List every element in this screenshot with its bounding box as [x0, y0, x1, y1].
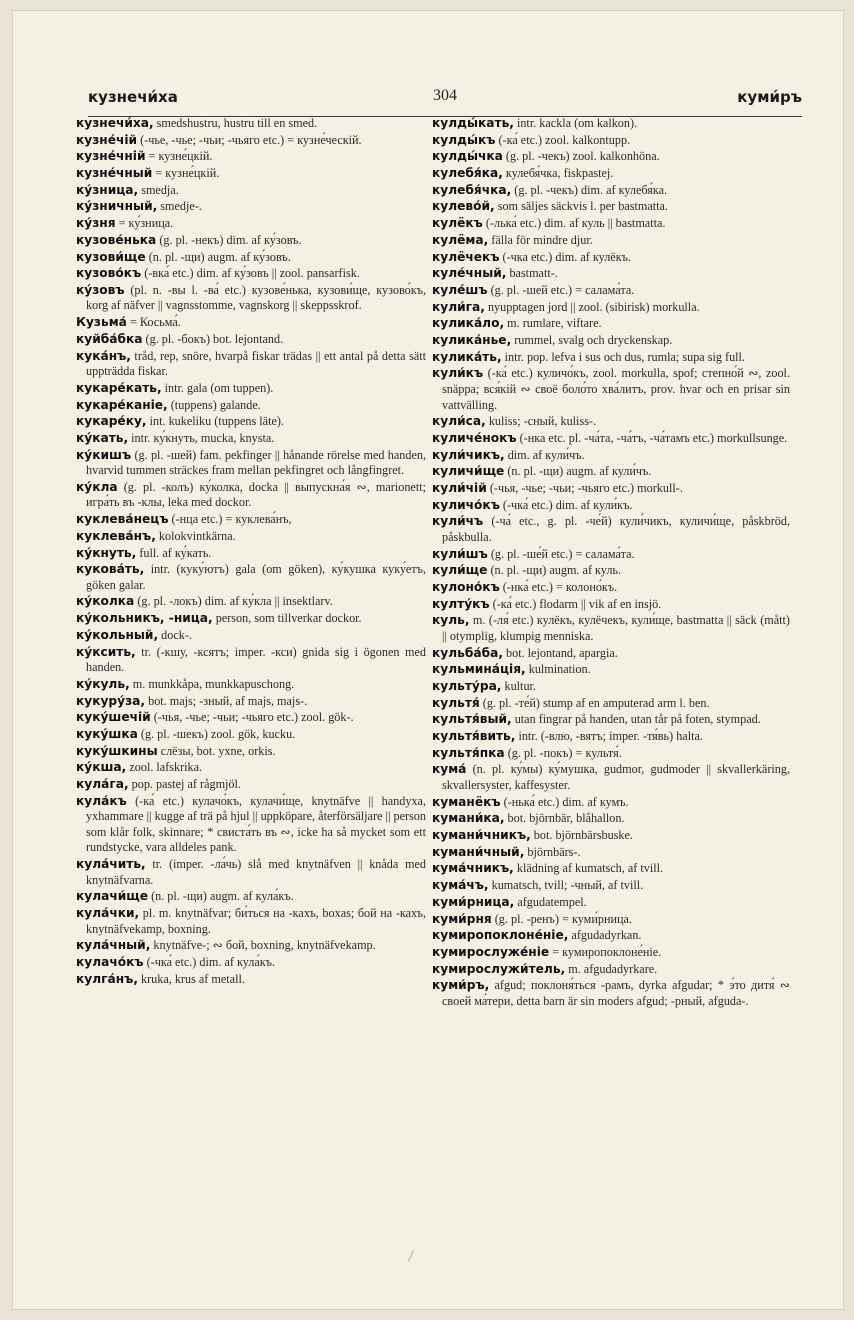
dictionary-entry: [432, 580, 790, 596]
entry-definition: kumatsch, tvill; -чный, af tvill.: [488, 878, 644, 893]
entry-headword: кули́са,: [432, 414, 486, 429]
dictionary-entry: [432, 166, 790, 182]
entry-definition: слёзы, bot. yxne, orkis.: [157, 743, 276, 758]
entry-headword: кузне́чный: [76, 166, 153, 181]
entry-definition: (-ка́ etc.) кулачо́къ, кулачи́ще, knytnäfve || handyxa, yxhammare || kugge af trä på hjul || uppköpare, återförsäljare || person som klår folk, skinnare; * свиста́ть въ ∾, icke ha så mycket som ett rundstycke, vara alldeles pank.: [86, 793, 426, 855]
entry-definition: (-чье, -чье; -чьи; -чьяго etc.) = кузне́ческій.: [137, 132, 362, 147]
dictionary-entry: [76, 727, 426, 743]
entry-definition: nyupptagen jord || zool. (sibirisk) morkulla.: [484, 299, 700, 314]
entry-headword: кумирослуже́ніе: [432, 944, 550, 959]
entry-headword: кузне́чій: [76, 132, 138, 147]
page-header: [88, 80, 802, 117]
entry-headword: куличи́ще: [432, 464, 505, 479]
entry-headword: ку́зница,: [76, 182, 139, 197]
entry-headword: кумани́ка,: [432, 811, 505, 826]
dictionary-entry: [76, 611, 426, 627]
entry-definition: (-чка́ etc.) dim. af кула́къ.: [143, 955, 276, 970]
entry-definition: (g. pl. -шей etc.) = салама́та.: [487, 282, 635, 297]
dictionary-entry: [432, 431, 790, 447]
entry-definition: (g. pl. -колъ) ку́колка, docka || выпускна́я ∾, marionett; игра́ть въ -клы, leka med dockor.: [86, 479, 426, 510]
entry-headword: куле́шъ: [432, 282, 488, 297]
left-column: [76, 116, 426, 988]
dictionary-entry: [432, 978, 790, 1009]
entry-definition: (n. pl. -щи) augm. af ку́зовъ.: [145, 249, 291, 264]
entry-headword: кукаре́кать,: [76, 380, 162, 395]
entry-headword: кумани́чникъ,: [432, 828, 531, 843]
dictionary-entry: [432, 233, 790, 249]
dictionary-entry: [432, 250, 790, 266]
entry-definition: som säljes säckvis l. per bastmatta.: [494, 199, 668, 214]
entry-definition: (g. pl. -бокъ) bot. lejontand.: [142, 331, 284, 346]
entry-headword: куль,: [432, 613, 470, 628]
page-number: 304: [433, 87, 457, 104]
entry-headword: кули́га,: [432, 299, 485, 314]
entry-definition: intr. kackla (om kalkon).: [513, 116, 638, 130]
entry-headword: культя́пка: [432, 745, 505, 760]
entry-definition: person, som tillverkar dockor.: [212, 611, 362, 626]
entry-definition: klädning af kumatsch, af tvill.: [513, 861, 664, 876]
dictionary-entry: [76, 149, 426, 165]
entry-definition: m. munkkåpa, munkkapuschong.: [129, 676, 295, 691]
dictionary-entry: [76, 349, 426, 380]
dictionary-entry: [432, 514, 790, 545]
entry-headword: кули́къ: [432, 366, 484, 381]
entry-definition: tr. (-кшу, -ксятъ; imper. -кси) gnida sig i ögonen med handen.: [86, 644, 426, 675]
dictionary-entry: [432, 878, 790, 894]
entry-headword: кули́ще: [432, 563, 488, 578]
header-first-word: кузнечи́ха: [88, 88, 178, 106]
dictionary-entry: [76, 694, 426, 710]
entry-headword: кумани́чный,: [432, 844, 525, 859]
entry-headword: ку́кнуть,: [76, 545, 137, 560]
entry-definition: = ку́зница.: [115, 216, 174, 231]
dictionary-entry: [432, 895, 790, 911]
dictionary-entry: [432, 414, 790, 430]
entry-definition: intr. (куку́ютъ) gala (om göken), ку́кушка куку́етъ, göken galar.: [86, 562, 426, 592]
entry-headword: куку́шкины: [76, 743, 158, 758]
entry-headword: ку́кишъ: [76, 447, 132, 462]
dictionary-entry: [432, 216, 790, 232]
dictionary-entry: [76, 250, 426, 266]
dictionary-entry: [76, 628, 426, 644]
entry-headword: культя́вый,: [432, 712, 512, 727]
entry-definition: bot. majs; -зный, af majs, majs-.: [145, 693, 308, 708]
entry-headword: куку́шечій: [76, 710, 151, 725]
entry-headword: кули́чикъ,: [432, 447, 505, 462]
dictionary-entry: [76, 710, 426, 726]
dictionary-entry: [432, 498, 790, 514]
dictionary-entry: [76, 183, 426, 199]
dictionary-entry: [432, 912, 790, 928]
dictionary-entry: [432, 811, 790, 827]
entry-definition: m. (-ля́ etc.) кулёкъ, кулёчекъ, кули́ще, bastmatta || säck (mått) || otymplig, klumpig menniska.: [442, 613, 790, 643]
entry-definition: (-ка́ etc.) flodarm || vik af en insjö.: [489, 596, 662, 611]
entry-definition: kolokvintkärna.: [155, 528, 236, 543]
entry-definition: (g. pl. -чекъ) dim. af кулебя́ка.: [511, 182, 668, 197]
dictionary-entry: [432, 366, 790, 413]
entry-definition: intr. gala (om tuppen).: [161, 380, 274, 395]
entry-headword: култу́къ: [432, 596, 490, 611]
entry-definition: (-вка́ etc.) dim. af ку́зовъ || zool. pansarfisk.: [141, 266, 360, 281]
dictionary-entry: [76, 562, 426, 593]
entry-headword: кулёкъ: [432, 216, 483, 231]
entry-headword: кулачи́ще: [76, 889, 149, 904]
entry-headword: ку́колка: [76, 594, 135, 609]
dictionary-entry: [432, 300, 790, 316]
entry-headword: кукаре́ку,: [76, 414, 147, 429]
dictionary-entry: [76, 414, 426, 430]
entry-headword: кулебя́ка,: [432, 166, 503, 181]
entry-definition: björnbärs-.: [524, 844, 581, 859]
dictionary-entry: [432, 149, 790, 165]
entry-headword: куйба́бка: [76, 331, 143, 346]
entry-definition: pl. m. knytnäfvar; би́ться на -кахъ, boxas; бой на -кахъ, knytnäfvekamp, boxning.: [86, 906, 426, 936]
entry-headword: кулика́ло,: [432, 316, 505, 331]
entry-definition: m. afgudadyrkare.: [565, 961, 658, 976]
entry-headword: кули́чъ: [432, 514, 484, 529]
entry-headword: кулика́нье,: [432, 332, 512, 347]
dictionary-entry: [432, 613, 790, 644]
entry-definition: afgudadyrkan.: [568, 928, 642, 943]
entry-headword: кузови́ще: [76, 249, 146, 264]
entry-headword: кузово́къ: [76, 266, 142, 281]
dictionary-entry: [76, 744, 426, 760]
entry-definition: full. af ку́кать.: [136, 545, 212, 560]
entry-definition: = кумиропоклоне́ніе.: [549, 944, 662, 959]
entry-headword: кулга́нъ,: [76, 971, 138, 986]
entry-headword: ку́зничный,: [76, 199, 158, 214]
entry-headword: кулды́чка: [432, 149, 503, 164]
dictionary-entry: [432, 547, 790, 563]
entry-headword: ку́кла: [76, 479, 118, 494]
entry-definition: (-лька́ etc.) dim. af куль || bastmatta.: [482, 216, 666, 231]
entry-definition: (g. pl. -некъ) dim. af ку́зовъ.: [156, 232, 302, 247]
entry-definition: tr. (imper. -ла́чь) slå med knytnäfven || knåda med knytnäfvarna.: [86, 857, 426, 887]
entry-definition: fälla för mindre djur.: [488, 232, 593, 247]
entry-definition: kultur.: [501, 679, 536, 693]
entry-definition: (-чка́ etc.) dim. af кули́къ.: [499, 497, 633, 512]
entry-headword: кума́чникъ,: [432, 861, 514, 876]
dictionary-entry: [76, 199, 426, 215]
right-column: [432, 116, 790, 1011]
entry-definition: utan fingrar på handen, utan tår på foten, stympad.: [511, 712, 761, 727]
entry-definition: = кузне́цкій.: [145, 149, 213, 164]
dictionary-entry: [432, 679, 790, 695]
dictionary-entry: [432, 945, 790, 961]
dictionary-entry: [432, 662, 790, 678]
entry-headword: кулика́ть,: [432, 349, 502, 364]
entry-definition: pop. pastej af rågmjöl.: [128, 776, 241, 791]
entry-definition: kulmination.: [525, 662, 591, 677]
entry-definition: (-нка etc. pl. -ча́та, -ча́тъ, -ча́тамъ etc.) morkullsunge.: [516, 430, 788, 445]
entry-definition: bot. lejontand, apargia.: [502, 645, 618, 660]
entry-headword: ку́кольный,: [76, 627, 159, 642]
dictionary-entry: [432, 712, 790, 728]
entry-headword: куми́ръ,: [432, 978, 490, 993]
dictionary-entry: [76, 166, 426, 182]
entry-definition: кулебя́чка, fiskpastej.: [502, 166, 614, 181]
entry-headword: кульмина́ція,: [432, 662, 526, 677]
entry-headword: ку́куль,: [76, 676, 130, 691]
dictionary-entry: [432, 199, 790, 215]
entry-headword: куманёкъ: [432, 794, 501, 809]
entry-definition: smedshustru, hustru till en smed.: [153, 116, 318, 130]
dictionary-entry: [76, 906, 426, 937]
dictionary-entry: [76, 777, 426, 793]
entry-headword: куку́шка: [76, 726, 138, 741]
entry-definition: intr. ку́кнуть, mucka, knysta.: [128, 430, 275, 445]
entry-headword: кумирослужи́тель,: [432, 961, 566, 976]
entry-headword: куличо́къ: [432, 497, 500, 512]
dictionary-entry: [432, 464, 790, 480]
entry-definition: dock-.: [158, 627, 192, 642]
dictionary-entry: [432, 795, 790, 811]
dictionary-entry: [432, 116, 790, 132]
entry-headword: кули́чій: [432, 480, 487, 495]
dictionary-entry: [432, 133, 790, 149]
dictionary-entry: [432, 696, 790, 712]
entry-definition: smedje-.: [157, 199, 202, 214]
dictionary-entry: [76, 955, 426, 971]
dictionary-entry: [76, 398, 426, 414]
entry-definition: knytnäfve-; ∾ бой, boxning, knytnäfvekamp.: [150, 938, 376, 953]
entry-headword: ку́кша,: [76, 760, 127, 775]
entry-headword: кулды́кать,: [432, 116, 514, 130]
entry-definition: (-ка́ etc.) куличо́къ, zool. morkulla, spof; степно́й ∾, zool. snäppa; вся́кій ∾ своё боло́то хва́литъ, prov. hvar och en prisar sin vattvälling.: [442, 366, 790, 412]
dictionary-entry: [432, 746, 790, 762]
entry-definition: afgud; поклоня́ться -рамъ, dyrka afgudar; * э́то дитя́ ∾ своей ма́тери, detta barn är sin moders afgud; -рный, afguda-.: [442, 978, 790, 1008]
dictionary-entry: [76, 546, 426, 562]
entry-headword: кула́чки,: [76, 906, 140, 921]
entry-headword: Кузьма́: [76, 315, 127, 330]
entry-headword: кука́нъ,: [76, 348, 131, 363]
dictionary-entry: [432, 266, 790, 282]
entry-definition: bastmatt-.: [506, 266, 558, 281]
entry-headword: куми́рница,: [432, 894, 515, 909]
entry-definition: afgudatempel.: [514, 894, 587, 909]
entry-headword: куми́рня: [432, 911, 492, 926]
entry-definition: (-ча́ etc., g. pl. -че́й) кули́чикъ, куличи́ще, påskbröd, påskbulla.: [442, 514, 790, 544]
dictionary-entry: [432, 333, 790, 349]
entry-headword: куличе́нокъ: [432, 430, 517, 445]
dictionary-entry: [432, 481, 790, 497]
entry-definition: = кузне́цкій.: [152, 166, 220, 181]
dictionary-entry: [432, 316, 790, 332]
entry-definition: (-нька́ etc.) dim. af кумъ.: [500, 794, 629, 809]
entry-headword: кукаре́каніе,: [76, 397, 168, 412]
entry-definition: dim. af кули́чъ.: [504, 447, 585, 462]
entry-headword: ку́зня: [76, 216, 116, 231]
entry-headword: культу́ра,: [432, 679, 502, 693]
dictionary-entry: [76, 857, 426, 888]
dictionary-entry: [76, 480, 426, 511]
entry-headword: кула́чный,: [76, 938, 151, 953]
dictionary-entry: [76, 431, 426, 447]
entry-definition: tråd, rep, snöre, hvarpå fiskar trädas || ett antal på detta sätt uppträdda fiskar.: [86, 348, 426, 379]
entry-headword: кулёчекъ: [432, 249, 500, 264]
entry-headword: куле́чный,: [432, 266, 507, 281]
entry-headword: ку́кольникъ, -ница,: [76, 611, 213, 626]
entry-definition: (-ка́ etc.) zool. kalkontupp.: [495, 132, 631, 147]
entry-definition: (g. pl. -те́й) stump af en amputerad arm l. ben.: [479, 695, 710, 710]
entry-headword: кумиропоклоне́ніе,: [432, 928, 569, 943]
entry-headword: кули́шъ: [432, 546, 488, 561]
dictionary-entry: [432, 563, 790, 579]
dictionary-entry: [76, 116, 426, 132]
dictionary-entry: [432, 861, 790, 877]
entry-headword: кулды́къ: [432, 132, 496, 147]
dictionary-entry: [76, 889, 426, 905]
entry-headword: кукова́ть,: [76, 562, 145, 577]
header-last-word: куми́ръ: [737, 88, 802, 106]
entry-headword: кулоно́къ: [432, 579, 500, 594]
entry-definition: intr. pop. lefva i sus och dus, rumla; supa sig full.: [501, 349, 745, 364]
entry-definition: (n. pl. -щи) augm. af кула́къ.: [148, 889, 294, 904]
dictionary-entry: [432, 928, 790, 944]
dictionary-entry: [76, 216, 426, 232]
dictionary-entry: [76, 794, 426, 856]
entry-definition: (-чка etc.) dim. af кулёкъ.: [499, 249, 631, 264]
entry-headword: кума́: [432, 762, 467, 777]
entry-headword: кула́чить,: [76, 857, 146, 872]
entry-definition: = Косьма́.: [126, 315, 181, 330]
entry-headword: ку́ксить,: [76, 644, 136, 659]
entry-definition: kuliss; -сный, kuliss-.: [485, 414, 597, 429]
entry-definition: m. rumlare, viftare.: [504, 316, 602, 331]
dictionary-entry: [76, 594, 426, 610]
entry-definition: intr. (-влю, -вятъ; imper. -тя́вь) halta.: [515, 729, 703, 744]
dictionary-entry: [76, 529, 426, 545]
dictionary-entry: [432, 729, 790, 745]
entry-definition: (g. pl. -локъ) dim. af ку́кла || insektlarv.: [134, 594, 333, 609]
dictionary-entry: [76, 133, 426, 149]
dictionary-entry: [432, 762, 790, 793]
entry-headword: кузове́нька: [76, 232, 157, 247]
dictionary-entry: [76, 677, 426, 693]
entry-definition: (-чья, -чье; -чьи; -чьяго etc.) zool. gök-.: [150, 710, 354, 725]
dictionary-entry: [76, 266, 426, 282]
entry-definition: (pl. n. -вы l. -ва́ etc.) кузове́нька, кузови́ще, кузово́къ, korg af näfver || vagnsstomme, vagnskorg || skeppsskrof.: [86, 282, 426, 313]
dictionary-entry: [76, 233, 426, 249]
entry-definition: (tuppens) galande.: [167, 397, 261, 412]
entry-definition: (n. pl. -щи) augm. af куль.: [487, 563, 622, 578]
entry-definition: (g. pl. -шекъ) zool. gök, kucku.: [137, 726, 296, 741]
dictionary-entry: [76, 283, 426, 314]
entry-definition: int. kukeliku (tuppens läte).: [146, 414, 284, 429]
entry-definition: (g. pl. -чекъ) zool. kalkonhöna.: [502, 149, 660, 164]
dictionary-entry: [432, 350, 790, 366]
entry-definition: (-нка́ etc.) = колоно́къ.: [499, 579, 618, 594]
dictionary-entry: [76, 645, 426, 676]
entry-definition: smedja.: [138, 182, 179, 197]
entry-headword: кула́къ: [76, 793, 127, 808]
entry-definition: bot. björnbärsbuske.: [530, 828, 633, 843]
dictionary-entry: [76, 332, 426, 348]
entry-definition: (n. pl. ку́мы) ку́мушка, gudmor, gudmoder || skvallerkäring, skvallersyster, kaffesyster.: [442, 762, 790, 793]
dictionary-entry: [76, 512, 426, 528]
entry-headword: ку́кать,: [76, 430, 129, 445]
dictionary-entry: [76, 972, 426, 988]
dictionary-entry: [76, 938, 426, 954]
entry-headword: кукуру́за,: [76, 693, 146, 708]
entry-headword: культя́вить,: [432, 729, 516, 744]
entry-headword: куклева́нъ,: [76, 528, 156, 543]
entry-definition: (-чья, -чье; -чьи; -чьяго etc.) morkull-.: [486, 480, 683, 495]
entry-definition: (g. pl. -шей) fam. pekfinger || hånande rörelse med handen, hvarvid tummen sträckes fram mellan pekfingret och långfingret.: [86, 447, 426, 478]
entry-definition: bot. björnbär, blåhallon.: [504, 811, 625, 826]
entry-definition: (n. pl. -щи) augm. af кули́чъ.: [504, 464, 652, 479]
dictionary-entry: [76, 448, 426, 479]
entry-definition: kruka, krus af metall.: [137, 971, 245, 986]
entry-headword: кулево́й,: [432, 199, 495, 214]
entry-headword: кулёма,: [432, 232, 489, 247]
entry-definition: zool. lafskrika.: [126, 760, 203, 775]
entry-headword: кузнечи́ха,: [76, 116, 154, 130]
dictionary-entry: [432, 962, 790, 978]
dictionary-entry: [432, 283, 790, 299]
entry-definition: (g. pl. -ше́й etc.) = салама́та.: [487, 546, 635, 561]
dictionary-entry: [432, 448, 790, 464]
dictionary-entry: [432, 646, 790, 662]
dictionary-entry: [432, 845, 790, 861]
entry-headword: кулачо́къ: [76, 955, 144, 970]
entry-headword: кулебя́чка,: [432, 182, 512, 197]
entry-headword: кузне́чній: [76, 149, 146, 164]
dictionary-entry: [76, 760, 426, 776]
dictionary-entry: [76, 381, 426, 397]
entry-definition: rummel, svalg och dryckenskap.: [511, 332, 673, 347]
dictionary-entry: [432, 183, 790, 199]
entry-headword: куклева́нецъ: [76, 512, 169, 527]
entry-headword: ку́зовъ: [76, 282, 125, 297]
dictionary-entry: [76, 315, 426, 331]
entry-headword: кума́чъ,: [432, 878, 489, 893]
entry-definition: (g. pl. -покъ) = культя́.: [504, 745, 622, 760]
entry-definition: (-нца etc.) = куклева́нъ,: [168, 512, 292, 527]
entry-headword: культя́: [432, 695, 480, 710]
dictionary-entry: [432, 597, 790, 613]
entry-definition: (g. pl. -ренъ) = куми́рница.: [491, 911, 633, 926]
dictionary-entry: [432, 828, 790, 844]
entry-headword: кульба́ба,: [432, 645, 503, 660]
entry-headword: кула́га,: [76, 776, 129, 791]
